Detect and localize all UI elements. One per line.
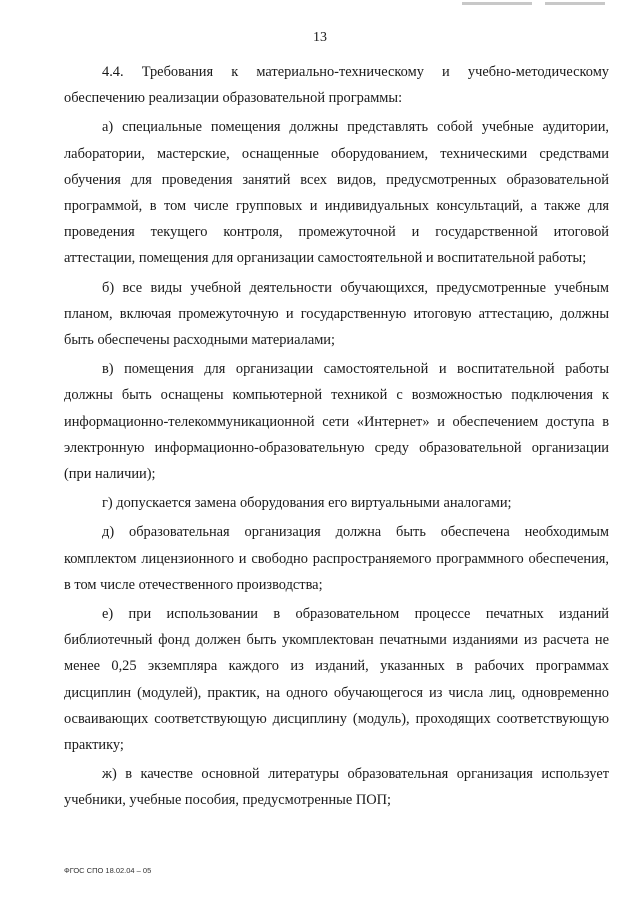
list-item-zh: ж) в качестве основной литературы образовательная организация использует учебники, учебные пособия, предусмотренные ПОП; [64, 766, 609, 809]
section-heading-paragraph: 4.4. Требования к материально-техническому и учебно-методическому обеспечению реализации образовательной программы: [64, 64, 609, 107]
document-body [64, 59, 609, 817]
list-item-b: б) все виды учебной деятельности обучающихся, предусмотренные учебным планом, включая промежуточную и государственную итоговую аттестацию, должны быть обеспечены расходными материалами; [64, 279, 609, 349]
list-item-g: г) допускается замена оборудования его виртуальными аналогами; [102, 495, 512, 512]
document-footer: ФГОС СПО 18.02.04 – 05 [64, 866, 152, 875]
scan-artifact [545, 2, 605, 5]
list-item-d: д) образовательная организация должна быть обеспечена необходимым комплектом лицензионного и свободно распространяемого программного обеспечения, в том числе отечественного производства; [64, 524, 609, 593]
page-number: 13 [313, 30, 327, 45]
scan-artifact [462, 2, 532, 5]
list-item-a: а) специальные помещения должны представлять собой учебные аудитории, лаборатории, мастерские, оснащенные оборудованием, техническими средствами обучения для проведения занятий всех видов, предусмотренных образовательной программой, в том числе групповых и индивидуальных консультаций, а также для проведения текущего контроля, промежуточной и государственной итоговой аттестации, помещения для организации самостоятельной и воспитательной работы; [64, 119, 609, 267]
list-item-e: е) при использовании в образовательном процессе печатных изданий библиотечный фонд должен быть укомплектован печатными изданиями из расчета не менее 0,25 экземпляра каждого из изданий, указанных в рабочих программах дисциплин (модулей), практик, на одного обучающегося из числа лиц, одновременно осваивающих соответствующую дисциплину (модуль), проходящих соответствующую практику; [64, 606, 609, 754]
list-item-v: в) помещения для организации самостоятельной и воспитательной работы должны быть оснащены компьютерной техникой с возможностью подключения к информационно-телекоммуникационной сети «Интернет» и обеспечением доступа в электронную информационно-образовательную среду образовательной организации (при наличии); [64, 361, 609, 483]
